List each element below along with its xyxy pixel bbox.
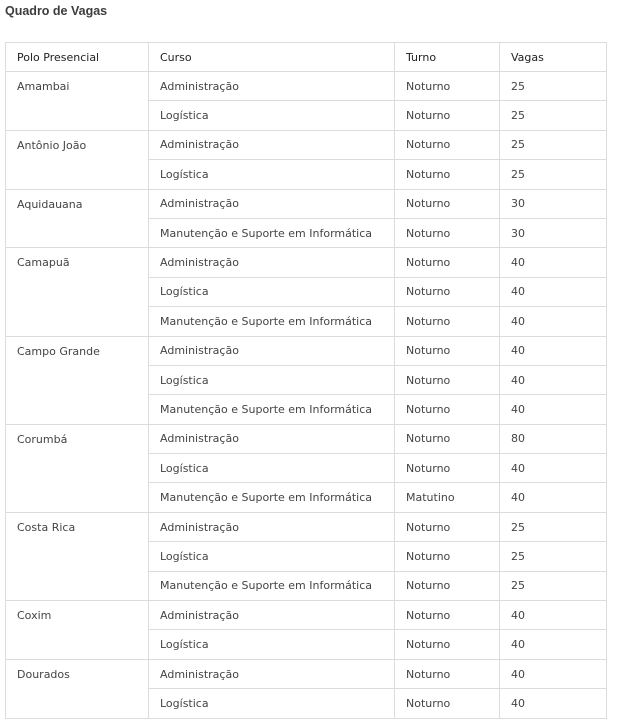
vagas-table xyxy=(5,42,607,719)
cell-polo: Antônio João xyxy=(6,130,149,189)
cell-turno: Noturno xyxy=(395,689,500,718)
cell-curso: Logística xyxy=(149,365,395,394)
table-row xyxy=(6,424,607,453)
cell-polo: Amambai xyxy=(6,72,149,131)
table-row xyxy=(6,189,607,218)
cell-turno: Noturno xyxy=(395,160,500,189)
cell-turno: Noturno xyxy=(395,365,500,394)
cell-vagas: 25 xyxy=(500,512,607,541)
table-row xyxy=(6,601,607,630)
cell-turno: Noturno xyxy=(395,542,500,571)
cell-vagas: 80 xyxy=(500,424,607,453)
cell-curso: Logística xyxy=(149,630,395,659)
cell-polo: Corumbá xyxy=(6,424,149,512)
cell-turno: Noturno xyxy=(395,571,500,600)
table-row xyxy=(6,248,607,277)
cell-vagas: 30 xyxy=(500,218,607,247)
cell-vagas: 30 xyxy=(500,189,607,218)
cell-turno: Noturno xyxy=(395,307,500,336)
cell-vagas: 25 xyxy=(500,130,607,159)
cell-curso: Administração xyxy=(149,248,395,277)
cell-curso: Manutenção e Suporte em Informática xyxy=(149,307,395,336)
cell-turno: Noturno xyxy=(395,130,500,159)
cell-curso: Logística xyxy=(149,689,395,718)
cell-turno: Noturno xyxy=(395,601,500,630)
cell-curso: Manutenção e Suporte em Informática xyxy=(149,571,395,600)
cell-curso: Manutenção e Suporte em Informática xyxy=(149,218,395,247)
cell-polo: Campo Grande xyxy=(6,336,149,424)
cell-vagas: 40 xyxy=(500,659,607,688)
cell-polo: Dourados xyxy=(6,659,149,718)
cell-vagas: 40 xyxy=(500,395,607,424)
cell-curso: Logística xyxy=(149,160,395,189)
cell-vagas: 25 xyxy=(500,542,607,571)
table-row xyxy=(6,659,607,688)
cell-turno: Noturno xyxy=(395,336,500,365)
cell-curso: Logística xyxy=(149,101,395,130)
cell-vagas: 40 xyxy=(500,307,607,336)
table-row xyxy=(6,512,607,541)
cell-turno: Noturno xyxy=(395,512,500,541)
cell-vagas: 25 xyxy=(500,160,607,189)
cell-turno: Noturno xyxy=(395,659,500,688)
header-turno: Turno xyxy=(395,43,500,72)
cell-vagas: 40 xyxy=(500,336,607,365)
cell-curso: Administração xyxy=(149,189,395,218)
cell-curso: Administração xyxy=(149,336,395,365)
cell-vagas: 40 xyxy=(500,689,607,718)
cell-turno: Noturno xyxy=(395,218,500,247)
cell-vagas: 40 xyxy=(500,277,607,306)
cell-vagas: 40 xyxy=(500,630,607,659)
table-header-row xyxy=(6,43,607,72)
cell-turno: Noturno xyxy=(395,395,500,424)
cell-vagas: 40 xyxy=(500,248,607,277)
cell-curso: Administração xyxy=(149,130,395,159)
cell-curso: Administração xyxy=(149,601,395,630)
cell-polo: Camapuã xyxy=(6,248,149,336)
cell-turno: Noturno xyxy=(395,454,500,483)
cell-curso: Administração xyxy=(149,512,395,541)
table-row xyxy=(6,130,607,159)
header-curso: Curso xyxy=(149,43,395,72)
header-polo: Polo Presencial xyxy=(6,43,149,72)
cell-vagas: 25 xyxy=(500,571,607,600)
cell-vagas: 40 xyxy=(500,365,607,394)
table-row xyxy=(6,72,607,101)
cell-curso: Manutenção e Suporte em Informática xyxy=(149,395,395,424)
cell-curso: Administração xyxy=(149,424,395,453)
cell-polo: Costa Rica xyxy=(6,512,149,600)
cell-curso: Manutenção e Suporte em Informática xyxy=(149,483,395,512)
cell-curso: Logística xyxy=(149,542,395,571)
cell-vagas: 40 xyxy=(500,483,607,512)
cell-vagas: 25 xyxy=(500,101,607,130)
cell-curso: Logística xyxy=(149,454,395,483)
cell-turno: Noturno xyxy=(395,248,500,277)
cell-polo: Coxim xyxy=(6,601,149,660)
cell-vagas: 40 xyxy=(500,601,607,630)
cell-curso: Administração xyxy=(149,72,395,101)
cell-turno: Noturno xyxy=(395,72,500,101)
cell-curso: Logística xyxy=(149,277,395,306)
cell-turno: Noturno xyxy=(395,189,500,218)
cell-polo: Aquidauana xyxy=(6,189,149,248)
table-row xyxy=(6,336,607,365)
cell-turno: Noturno xyxy=(395,630,500,659)
cell-vagas: 25 xyxy=(500,72,607,101)
table-body xyxy=(6,72,607,719)
cell-vagas: 40 xyxy=(500,454,607,483)
cell-turno: Matutino xyxy=(395,483,500,512)
cell-curso: Administração xyxy=(149,659,395,688)
page-title: Quadro de Vagas xyxy=(5,4,108,18)
cell-turno: Noturno xyxy=(395,277,500,306)
header-vagas: Vagas xyxy=(500,43,607,72)
cell-turno: Noturno xyxy=(395,424,500,453)
cell-turno: Noturno xyxy=(395,101,500,130)
